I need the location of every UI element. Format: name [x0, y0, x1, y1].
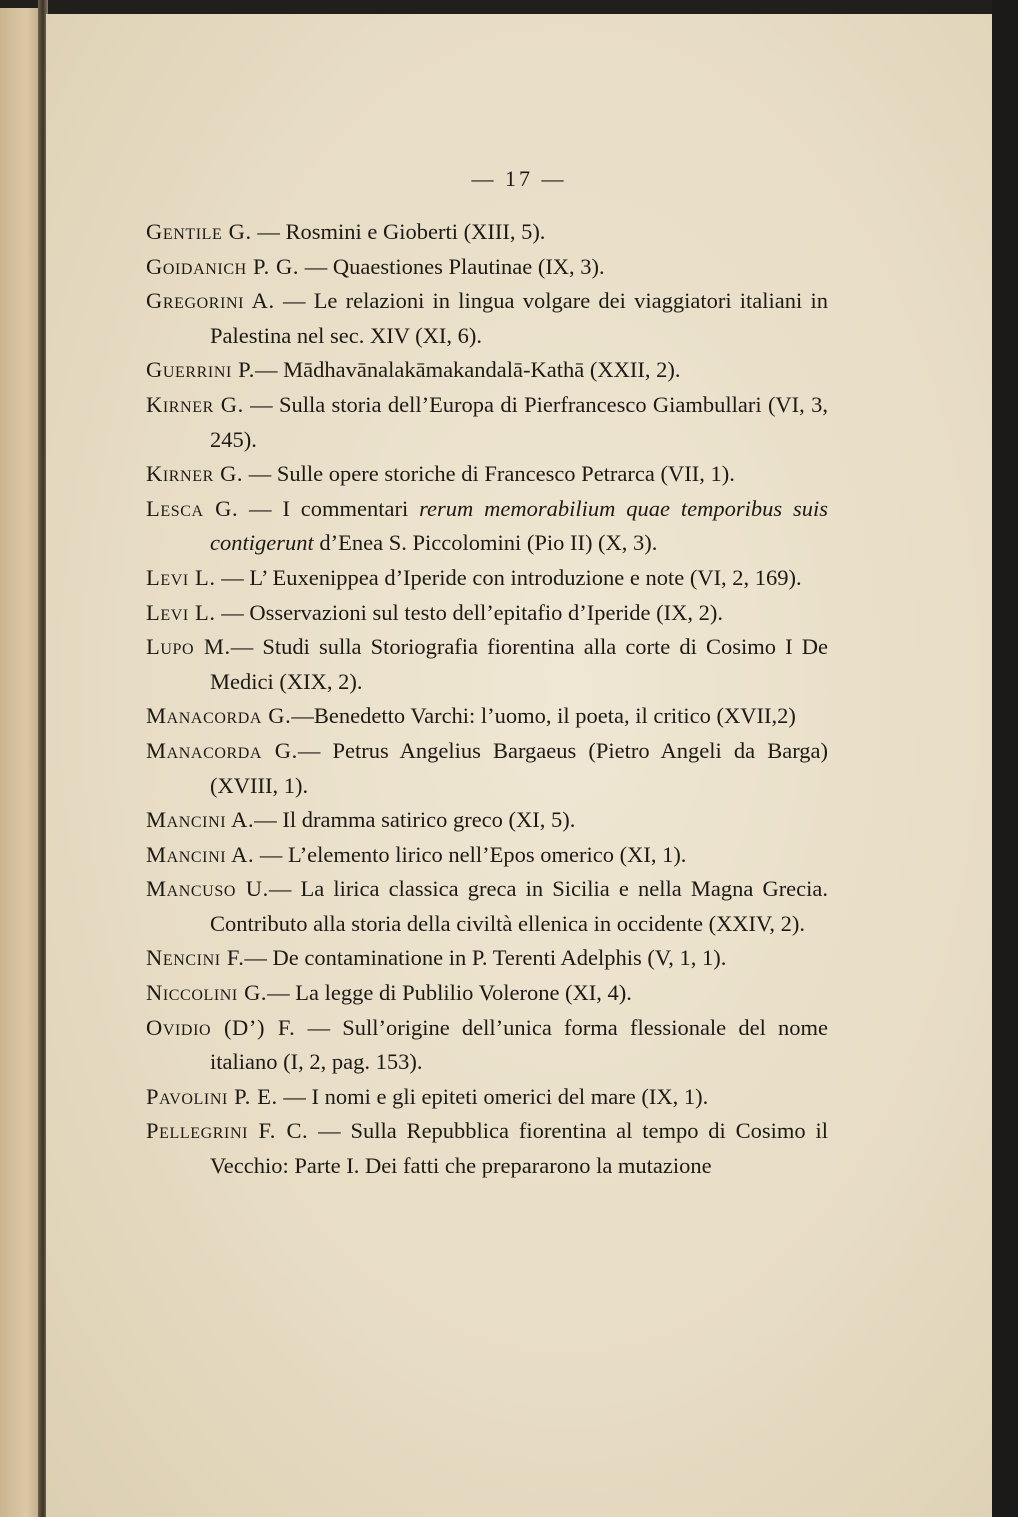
- entry-author: Manacorda G.: [146, 737, 298, 763]
- entry-title-start: I commentari: [282, 495, 420, 521]
- entry-title: Studi sulla Storiografia fiorentina alla corte di Cosimo I De Medici (XIX, 2).: [210, 634, 828, 694]
- entry-title: Mādhavānalakāmakandalā-Kathā (XXII, 2).: [283, 357, 681, 383]
- list-item: Lupo M.— Studi sulla Storiografia fiorentina alla corte di Cosimo I De Medici (XIX, 2).: [146, 634, 828, 694]
- list-item: Pavolini P. E. — I nomi e gli epiteti omerici del mare (IX, 1).: [146, 1083, 709, 1109]
- entry-author: Ovidio (D’) F.: [146, 1014, 296, 1040]
- entry-author: Goidanich P. G.: [146, 253, 300, 279]
- entry-title: I nomi e gli epiteti omerici del mare (IX, 1).: [311, 1083, 709, 1109]
- entry-author: Pavolini P. E.: [146, 1083, 278, 1109]
- entry-title: Petrus Angelius Bargaeus (Pietro Angeli da Barga) (XVIII, 1).: [210, 737, 829, 798]
- entry-author: Levi L.: [146, 599, 216, 625]
- entry-author: Levi L.: [146, 564, 216, 590]
- entry-title: Osservazioni sul testo dell’epitafio d’Iperide (IX, 2).: [249, 599, 723, 625]
- entry-author: Niccolini G.: [146, 980, 268, 1006]
- list-item: Lesca G. — I commentari rerum memorabilium quae temporibus suis contigerunt d’Enea S. Piccolomini (Pio II) (X, 3).: [146, 495, 829, 556]
- entry-title: Benedetto Varchi: l’uomo, il poeta, il critico (XVII,2): [313, 703, 796, 729]
- entry-title: L’ Euxenippea d’Iperide con introduzione e note (VI, 2, 169).: [249, 564, 802, 590]
- list-item: Goidanich P. G. — Quaestiones Plautinae (IX, 3).: [146, 253, 605, 279]
- entry-author: Lupo M.: [146, 634, 231, 660]
- entry-title-end: d’Enea S. Piccolomini (Pio II) (X, 3).: [313, 530, 658, 556]
- entry-title: Il dramma satirico greco (XI, 5).: [282, 807, 576, 833]
- list-item: Kirner G. — Sulla storia dell’Europa di Pierfrancesco Giambullari (VI, 3, 245).: [146, 391, 828, 452]
- entry-title: Sulle opere storiche di Francesco Petrarca (VII, 1).: [276, 461, 735, 487]
- entry-title: Sull’origine dell’unica forma flessionale del nome italiano (I, 2, pag. 153).: [210, 1014, 828, 1075]
- entry-author: Lesca G.: [146, 495, 239, 521]
- entry-title: La lirica classica greca in Sicilia e nella Magna Grecia. Contributo alla storia della civiltà ellenica in occidente (XXIV, 2).: [210, 876, 829, 936]
- list-item: Manacorda G.— Petrus Angelius Bargaeus (Pietro Angeli da Barga) (XVIII, 1).: [146, 737, 829, 798]
- entry-author: Kirner G.: [146, 391, 244, 417]
- list-item: Guerrini P.— Mādhavānalakāmakandalā-Kathā (XXII, 2).: [146, 357, 681, 383]
- entry-title: De contaminatione in P. Terenti Adelphis (V, 1, 1).: [272, 945, 727, 971]
- entry-title: Quaestiones Plautinae (IX, 3).: [332, 253, 605, 279]
- list-item: Gregorini A. — Le relazioni in lingua volgare dei viaggiatori italiani in Palestina nel sec. XIV (XI, 6).: [146, 288, 828, 348]
- bibliography-list: [146, 215, 828, 1184]
- entry-author: Gentile G.: [146, 219, 252, 244]
- right-dark-margin: [992, 0, 1018, 1517]
- list-item: Kirner G. — Sulle opere storiche di Francesco Petrarca (VII, 1).: [146, 461, 735, 487]
- list-item: Gentile G. — Rosmini e Gioberti (XIII, 5).: [146, 219, 546, 244]
- list-item: Mancini A. — L’elemento lirico nell’Epos omerico (XI, 1).: [146, 841, 687, 867]
- entry-title: Rosmini e Gioberti (XIII, 5).: [285, 219, 546, 244]
- list-item: Pellegrini F. C. — Sulla Repubblica fiorentina al tempo di Cosimo il Vecchio: Parte I. Dei fatti che prepararono la mutazione: [146, 1118, 828, 1179]
- entry-title-latin: rerum memorabilium quae temporibus suis contigerunt: [210, 495, 829, 556]
- list-item: Mancuso U.— La lirica classica greca in Sicilia e nella Magna Grecia. Contributo alla storia della civiltà ellenica in occidente (XXIV, 2).: [146, 876, 829, 936]
- entry-title: L’elemento lirico nell’Epos omerico (XI, 1).: [288, 841, 687, 867]
- entry-title: Le relazioni in lingua volgare dei viaggiatori italiani in Palestina nel sec. XIV (XI, 6).: [210, 288, 828, 348]
- entry-author: Gregorini A.: [146, 288, 275, 314]
- list-item: Manacorda G.—Benedetto Varchi: l’uomo, il poeta, il critico (XVII,2): [146, 703, 796, 729]
- entry-title: Sulla Repubblica fiorentina al tempo di Cosimo il Vecchio: Parte I. Dei fatti che prepararono la mutazione: [210, 1118, 828, 1179]
- entry-author: Mancini A.: [146, 807, 255, 833]
- entry-author: Manacorda G.: [146, 703, 292, 729]
- entry-author: Guerrini P.: [146, 357, 256, 383]
- list-item: Nencini F.— De contaminatione in P. Terenti Adelphis (V, 1, 1).: [146, 945, 727, 971]
- entry-author: Nencini F.: [146, 945, 245, 971]
- entry-author: Mancini A.: [146, 841, 255, 867]
- list-item: Niccolini G.— La legge di Publilio Volerone (XI, 4).: [146, 980, 632, 1006]
- entry-author: Kirner G.: [146, 461, 244, 487]
- page: [46, 14, 992, 1517]
- entry-author: Mancuso U.: [146, 876, 269, 902]
- list-item: Levi L. — L’ Euxenippea d’Iperide con introduzione e note (VI, 2, 169).: [146, 564, 802, 590]
- entry-author: Pellegrini F. C.: [146, 1118, 309, 1144]
- entry-title: La legge di Publilio Volerone (XI, 4).: [295, 980, 632, 1006]
- list-item: Ovidio (D’) F. — Sull’origine dell’unica forma flessionale del nome italiano (I, 2, pag. 153).: [146, 1014, 828, 1075]
- page-number: — 17 —: [471, 166, 567, 191]
- entry-title: Sulla storia dell’Europa di Pierfrancesco Giambullari (VI, 3, 245).: [210, 391, 828, 452]
- list-item: Mancini A.— Il dramma satirico greco (XI, 5).: [146, 807, 576, 833]
- list-item: Levi L. — Osservazioni sul testo dell’epitafio d’Iperide (IX, 2).: [146, 599, 723, 625]
